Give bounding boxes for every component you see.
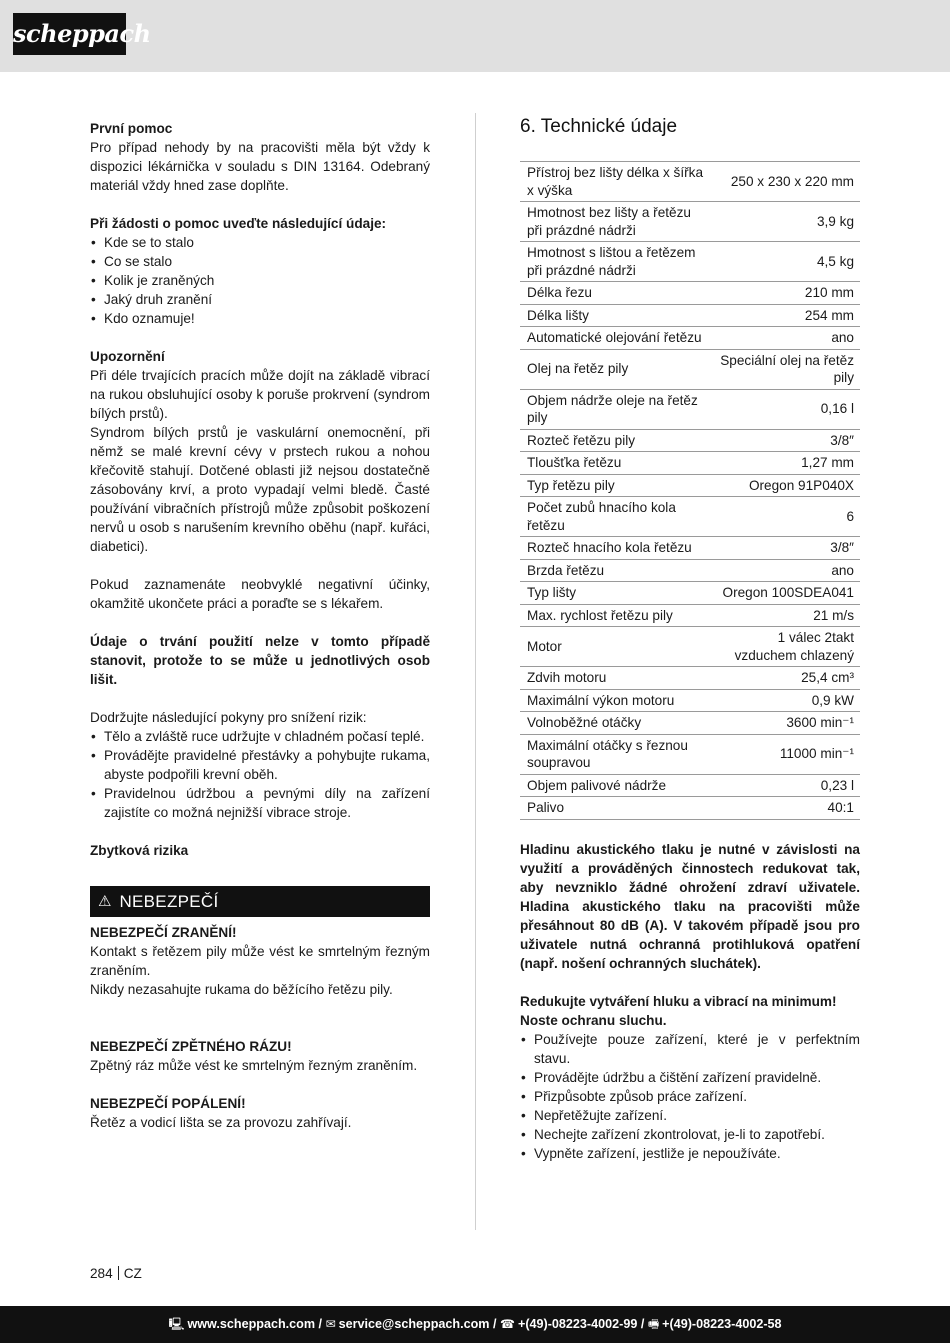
page-number bbox=[90, 1264, 142, 1283]
spec-label: Maximální výkon motoru bbox=[520, 689, 710, 712]
injury-text: Kontakt s řetězem pily může vést ke smrtelným řezným zraněním. bbox=[90, 944, 430, 978]
spec-value: 6 bbox=[710, 497, 860, 537]
reduce-heading: Redukujte vytváření hluku a vibrací na minimum! Noste ochranu sluchu. bbox=[520, 993, 837, 1028]
list-item: • Co se stalo bbox=[90, 252, 430, 271]
spec-label: Max. rychlost řetězu pily bbox=[520, 604, 710, 627]
section-title: 6. Technické údaje bbox=[520, 116, 678, 137]
table-row bbox=[520, 537, 860, 560]
danger-title: NEBEZPEČÍ bbox=[119, 892, 219, 911]
list-item: • Jaký druh zranění bbox=[90, 290, 430, 309]
table-row bbox=[520, 797, 860, 820]
burn-text: Řetěz a vodicí lišta se za provozu zahřívají. bbox=[90, 1115, 352, 1130]
warning-paragraph: Pokud zaznamenáte neobvyklé negativní účinky, okamžitě ukončete práci a poraďte se s lékařem. bbox=[90, 577, 430, 611]
table-row bbox=[520, 242, 860, 282]
table-row bbox=[520, 497, 860, 537]
spec-value: 254 mm bbox=[710, 304, 860, 327]
phone-icon: ☎ bbox=[500, 1317, 515, 1331]
table-row bbox=[520, 559, 860, 582]
spec-label: Tloušťka řetězu bbox=[520, 452, 710, 475]
table-row bbox=[520, 452, 860, 475]
language-code: CZ bbox=[123, 1266, 142, 1281]
list-item: • Pravidelnou údržbou a pevnými díly na zařízení zajistíte co možná nejnižší vibrace stroje. bbox=[90, 784, 430, 822]
spec-label: Motor bbox=[520, 627, 710, 667]
first-aid-text: Pro případ nehody by na pracovišti měla být vždy k dispozici lékárnička v souladu s DIN 13164. Odebraný materiál vždy hned zase doplňte. bbox=[90, 140, 430, 193]
spec-value: Oregon 100SDEA041 bbox=[710, 582, 860, 605]
spec-value: 210 mm bbox=[710, 282, 860, 305]
spec-label: Počet zubů hnacího kola řetězu bbox=[520, 497, 710, 537]
spec-value: 1 válec 2takt vzduchem chlazený bbox=[710, 627, 860, 667]
table-row bbox=[520, 474, 860, 497]
request-heading: Při žádosti o pomoc uveďte následující údaje: bbox=[90, 216, 387, 231]
spec-value: 3/8″ bbox=[710, 537, 860, 560]
spec-label: Délka řezu bbox=[520, 282, 710, 305]
spec-table bbox=[520, 161, 860, 820]
spec-label: Délka lišty bbox=[520, 304, 710, 327]
spec-label: Rozteč hnacího kola řetězu bbox=[520, 537, 710, 560]
table-row bbox=[520, 774, 860, 797]
risk-list bbox=[90, 727, 430, 822]
spec-value: 21 m/s bbox=[710, 604, 860, 627]
spec-value: 25,4 cm³ bbox=[710, 667, 860, 690]
list-item: • Tělo a zvláště ruce udržujte v chladném počasí teplé. bbox=[90, 727, 430, 746]
warning-paragraph: Při déle trvajících pracích může dojít na základě vibrací na rukou obsluhující osoby k poruše prokrvení (syndrom bílých prstů). bbox=[90, 368, 430, 421]
table-row bbox=[520, 689, 860, 712]
spec-value: 40:1 bbox=[710, 797, 860, 820]
list-item: • Kdo oznamuje! bbox=[90, 309, 430, 328]
spec-label: Hmotnost s lištou a řetězem při prázdné nádrži bbox=[520, 242, 710, 282]
left-column bbox=[90, 119, 430, 1132]
spec-label: Hmotnost bez lišty a řetězu při prázdné nádrži bbox=[520, 202, 710, 242]
spec-value: 0,23 l bbox=[710, 774, 860, 797]
list-item: • Vypněte zařízení, jestliže je nepoužíváte. bbox=[520, 1144, 860, 1163]
spec-label: Objem palivové nádrže bbox=[520, 774, 710, 797]
fax-icon: 🖷 bbox=[647, 1317, 660, 1331]
warning-paragraph: Syndrom bílých prstů je vaskulární onemocnění, při němž se malé krevní cévy v prstech rukou a nohou křečovitě stahují. Dotčené oblasti již nejsou dostatečně zásobovány krví, a proto vypadají velmi bledě. Časté používání vibračních přístrojů může způsobit poškození nervů u osob s narušením krevního oběhu (např. kuřáci, diabetici). bbox=[90, 425, 430, 554]
spec-value: 4,5 kg bbox=[710, 242, 860, 282]
table-row bbox=[520, 712, 860, 735]
table-row bbox=[520, 667, 860, 690]
spec-label: Volnoběžné otáčky bbox=[520, 712, 710, 735]
spec-label: Typ lišty bbox=[520, 582, 710, 605]
list-item: • Používejte pouze zařízení, které je v perfektním stavu. bbox=[520, 1030, 860, 1068]
right-column bbox=[520, 115, 860, 1163]
kickback-text: Zpětný ráz může vést ke smrtelným řezným zraněním. bbox=[90, 1058, 418, 1073]
spec-label: Brzda řetězu bbox=[520, 559, 710, 582]
spec-label: Přístroj bez lišty délka x šířka x výška bbox=[520, 162, 710, 202]
footer-website[interactable]: www.scheppach.com / bbox=[187, 1317, 323, 1331]
first-aid-heading: První pomoc bbox=[90, 121, 173, 136]
spec-value: Oregon 91P040X bbox=[710, 474, 860, 497]
list-item: • Provádějte údržbu a čištění zařízení pravidelně. bbox=[520, 1068, 860, 1087]
spec-value: 3,9 kg bbox=[710, 202, 860, 242]
list-item: • Kde se to stalo bbox=[90, 233, 430, 252]
table-row bbox=[520, 582, 860, 605]
list-item: • Nechejte zařízení zkontrolovat, je-li to zapotřebí. bbox=[520, 1125, 860, 1144]
kickback-heading: NEBEZPEČÍ ZPĚTNÉHO RÁZU! bbox=[90, 1039, 292, 1054]
spec-value: 3/8″ bbox=[710, 429, 860, 452]
noise-paragraph: Hladinu akustického tlaku je nutné v závislosti na využití a prováděných činnostech redukovat tak, aby nevzniklo žádné ohrožení zdraví uživatele. Hladina akustického tlaku na pracovišti může přesáhnout 80 dB (A). V takovém případě jsou pro uživatele nutná ochranná protihluková opatření (např. nošení ochranných sluchátek). bbox=[520, 841, 860, 971]
footer-band bbox=[0, 1306, 950, 1343]
header-band bbox=[0, 0, 950, 72]
burn-heading: NEBEZPEČÍ POPÁLENÍ! bbox=[90, 1096, 246, 1111]
table-row bbox=[520, 162, 860, 202]
list-item: • Provádějte pravidelné přestávky a pohybujte rukama, abyste podpořili krevní oběh. bbox=[90, 746, 430, 784]
spec-label: Palivo bbox=[520, 797, 710, 820]
table-row bbox=[520, 349, 860, 389]
request-list bbox=[90, 233, 430, 328]
spec-label: Rozteč řetězu pily bbox=[520, 429, 710, 452]
footer-fax: +(49)-08223-4002-58 bbox=[662, 1317, 782, 1331]
spec-label: Zdvih motoru bbox=[520, 667, 710, 690]
spec-value: 11000 min⁻¹ bbox=[710, 734, 860, 774]
spec-value: 1,27 mm bbox=[710, 452, 860, 475]
table-row bbox=[520, 389, 860, 429]
risk-intro: Dodržujte následující pokyny pro snížení rizik: bbox=[90, 710, 367, 725]
injury-text: Nikdy nezasahujte rukama do běžícího řetězu pily. bbox=[90, 982, 393, 997]
reduce-list bbox=[520, 1030, 860, 1163]
list-item: • Přizpůsobte způsob práce zařízení. bbox=[520, 1087, 860, 1106]
spec-label: Objem nádrže oleje na řetěz pily bbox=[520, 389, 710, 429]
spec-value: ano bbox=[710, 559, 860, 582]
duration-note: Údaje o trvání použití nelze v tomto případě stanovit, protože to se může u jednotlivých osob lišit. bbox=[90, 634, 430, 687]
spec-value: ano bbox=[710, 327, 860, 350]
mail-icon: ✉ bbox=[325, 1317, 336, 1331]
spec-value: 250 x 230 x 220 mm bbox=[710, 162, 860, 202]
table-row bbox=[520, 202, 860, 242]
warning-heading: Upozornění bbox=[90, 349, 165, 364]
page-number-value: 284 bbox=[90, 1266, 113, 1281]
list-item: • Nepřetěžujte zařízení. bbox=[520, 1106, 860, 1125]
table-row bbox=[520, 282, 860, 305]
injury-heading: NEBEZPEČÍ ZRANĚNÍ! bbox=[90, 925, 237, 940]
spec-value: 0,16 l bbox=[710, 389, 860, 429]
danger-bar bbox=[90, 886, 430, 917]
table-row bbox=[520, 304, 860, 327]
footer-phone: +(49)-08223-4002-99 / bbox=[517, 1317, 645, 1331]
footer-email[interactable]: service@scheppach.com / bbox=[338, 1317, 497, 1331]
list-item: • Kolik je zraněných bbox=[90, 271, 430, 290]
computer-icon: 🖳 bbox=[168, 1317, 185, 1331]
spec-label: Olej na řetěz pily bbox=[520, 349, 710, 389]
table-row bbox=[520, 604, 860, 627]
spec-value: 3600 min⁻¹ bbox=[710, 712, 860, 735]
column-divider bbox=[475, 113, 476, 1230]
scheppach-logo: scheppach bbox=[13, 13, 126, 55]
residual-risks-heading: Zbytková rizika bbox=[90, 843, 189, 858]
table-row bbox=[520, 327, 860, 350]
table-row bbox=[520, 734, 860, 774]
spec-value: 0,9 kW bbox=[710, 689, 860, 712]
table-row bbox=[520, 429, 860, 452]
spec-label: Typ řetězu pily bbox=[520, 474, 710, 497]
spec-label: Automatické olejování řetězu bbox=[520, 327, 710, 350]
table-row bbox=[520, 627, 860, 667]
warning-triangle-icon: ⚠ bbox=[98, 892, 112, 910]
spec-value: Speciální olej na řetěz pily bbox=[710, 349, 860, 389]
spec-label: Maximální otáčky s řeznou soupravou bbox=[520, 734, 710, 774]
